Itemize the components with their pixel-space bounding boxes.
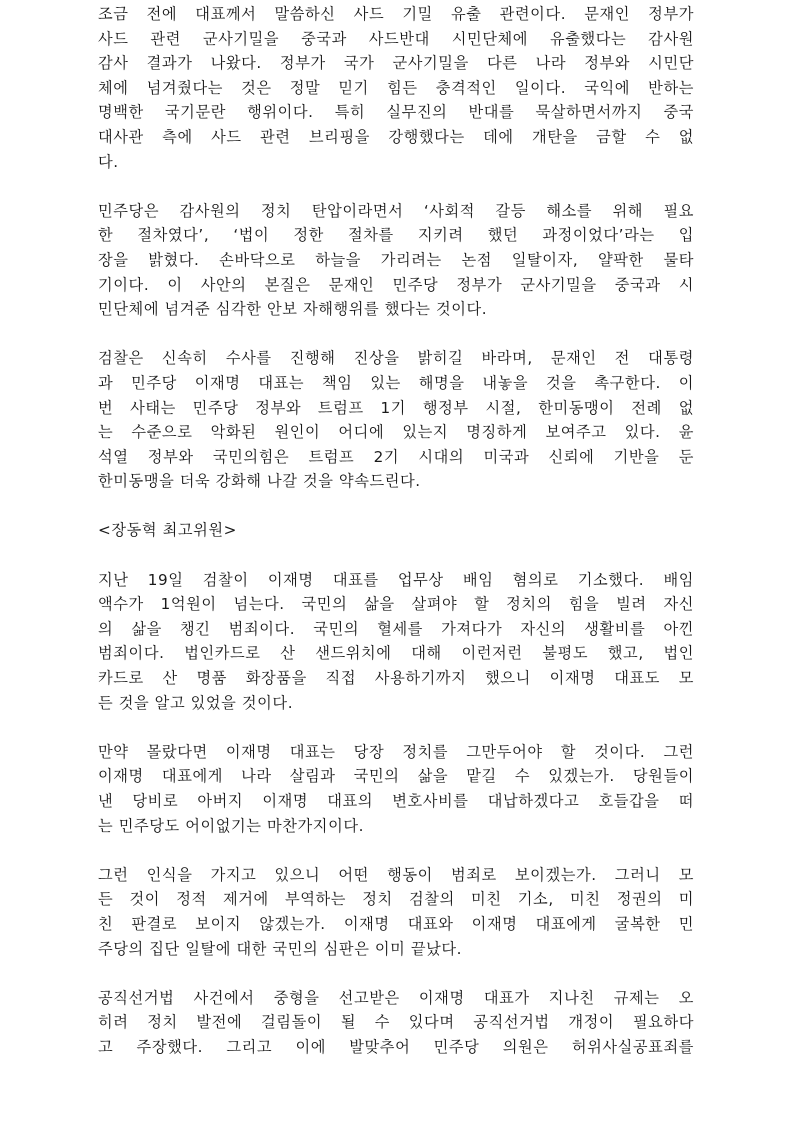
text-line: 카드로 산 명품 화장품을 직접 사용하기까지 했으니 이재명 대표도 모 (98, 669, 694, 688)
paragraph-gap (98, 838, 694, 863)
text-line: 든 것이 정적 제거에 부역하는 정치 검찰의 미친 기소, 미친 정권의 미 (98, 890, 694, 909)
text-line: 장을 밝혔다. 손바닥으로 하늘을 가리려는 논점 일탈이자, 얄팍한 물타 (98, 250, 694, 269)
text-line: 낸 당비로 아버지 이재명 대표의 변호사비를 대납하겠다고 호들갑을 떠 (98, 792, 694, 810)
text-line: 민단체에 넘겨준 심각한 안보 자해행위를 했다는 것이다. (98, 300, 488, 319)
text-line: 액수가 1억원이 넘는다. 국민의 삶을 살펴야 할 정치의 힘을 빌려 자신 (98, 595, 694, 614)
text-line: 과 민주당 이재명 대표는 책임 있는 해명을 내놓을 것을 촉구한다. 이 (98, 373, 694, 392)
text-line: 번 사태는 민주당 정부와 트럼프 1기 행정부 시절, 한미동맹이 전례 없 (98, 398, 694, 417)
paragraph-if-unaware (98, 740, 694, 838)
text-line: 감사 결과가 나왔다. 정부가 국가 군사기밀을 다른 나라 정부와 시민단 (98, 54, 694, 73)
text-line: 다. (98, 152, 119, 171)
paragraph-thaad-leak (98, 2, 694, 174)
paragraph-election-law (98, 986, 694, 1060)
speaker-name: <장동혁 최고위원> (98, 521, 237, 540)
text-line: 만약 몰랐다면 이재명 대표는 당장 정치를 그만두어야 할 것이다. 그런 (98, 742, 694, 761)
text-line: 는 민주당도 어이없기는 마찬가지이다. (98, 816, 365, 835)
paragraph-gap (98, 715, 694, 740)
text-line: 지난 19일 검찰이 이재명 대표를 업무상 배임 혐의로 기소했다. 배임 (98, 570, 694, 589)
text-line: 이재명 대표에게 나라 살림과 국민의 삶을 맡길 수 있겠는가. 당원들이 (98, 767, 694, 786)
text-line: 한미동맹을 더욱 강화해 나갈 것을 약속드린다. (98, 472, 421, 491)
paragraph-gap (98, 543, 694, 568)
text-line: 친 판결로 보이지 않겠는가. 이재명 대표와 이재명 대표에게 굴복한 민 (98, 914, 694, 933)
paragraph-gap (98, 961, 694, 986)
speaker-heading (98, 518, 694, 543)
text-line: 는 수준으로 악화된 원인이 어디에 있는지 명징하게 보여주고 있다. 윤 (98, 423, 694, 442)
text-line: 검찰은 신속히 수사를 진행해 진상을 밝히길 바라며, 문재인 전 대통령 (98, 349, 694, 368)
text-line: 고 주장했다. 그리고 이에 발맞추어 민주당 의원은 허위사실공표죄를 (98, 1037, 694, 1056)
text-line: 든 것을 알고 있었을 것이다. (98, 693, 294, 712)
text-line: 대사관 측에 사드 관련 브리핑을 강행했다는 데에 개탄을 금할 수 없 (98, 127, 694, 146)
text-line: 범죄이다. 법인카드로 산 샌드위치에 대해 이런저런 불평도 했고, 법인 (98, 644, 694, 663)
paragraph-democratic-party-response (98, 199, 694, 322)
text-line: 주당의 집단 일탈에 대한 국민의 심판은 이미 끝났다. (98, 939, 463, 958)
text-line: 의 삶을 챙긴 범죄이다. 국민의 혈세를 가져다가 자신의 생활비를 아낀 (98, 619, 694, 638)
paragraph-gap (98, 174, 694, 199)
text-line: 한 절차였다’, ‘법이 정한 절차를 지키려 했던 과정이었다’라는 입 (98, 226, 694, 245)
paragraph-gap (98, 494, 694, 519)
text-line: 그런 인식을 가지고 있으니 어떤 행동이 범죄로 보이겠는가. 그러니 모 (98, 865, 694, 884)
paragraph-indictment (98, 568, 694, 716)
text-line: 명백한 국기문란 행위이다. 특히 실무진의 반대를 묵살하면서까지 중국 (98, 103, 694, 122)
text-line: 사드 관련 군사기밀을 중국과 사드반대 시민단체에 유출했다는 감사원 (98, 29, 694, 48)
paragraph-prosecution-call (98, 346, 694, 494)
document-body (98, 2, 694, 1060)
text-line: 체에 넘겨줬다는 것은 정말 믿기 힘든 충격적인 일이다. 국익에 반하는 (98, 78, 694, 97)
text-line: 민주당은 감사원의 정치 탄압이라면서 ‘사회적 갈등 해소를 위해 필요 (98, 201, 694, 220)
text-line: 기이다. 이 사안의 본질은 문재인 민주당 정부가 군사기밀을 중국과 시 (98, 275, 694, 294)
paragraph-gap (98, 322, 694, 347)
paragraph-perception (98, 863, 694, 961)
text-line: 공직선거법 사건에서 중형을 선고받은 이재명 대표가 지나친 규제는 오 (98, 988, 694, 1007)
text-line: 히려 정치 발전에 걸림돌이 될 수 있다며 공직선거법 개정이 필요하다 (98, 1013, 694, 1032)
text-line: 조금 전에 대표께서 말씀하신 사드 기밀 유출 관련이다. 문재인 정부가 (98, 5, 694, 23)
text-line: 석열 정부와 국민의힘은 트럼프 2기 시대의 미국과 신뢰에 기반을 둔 (98, 447, 694, 466)
